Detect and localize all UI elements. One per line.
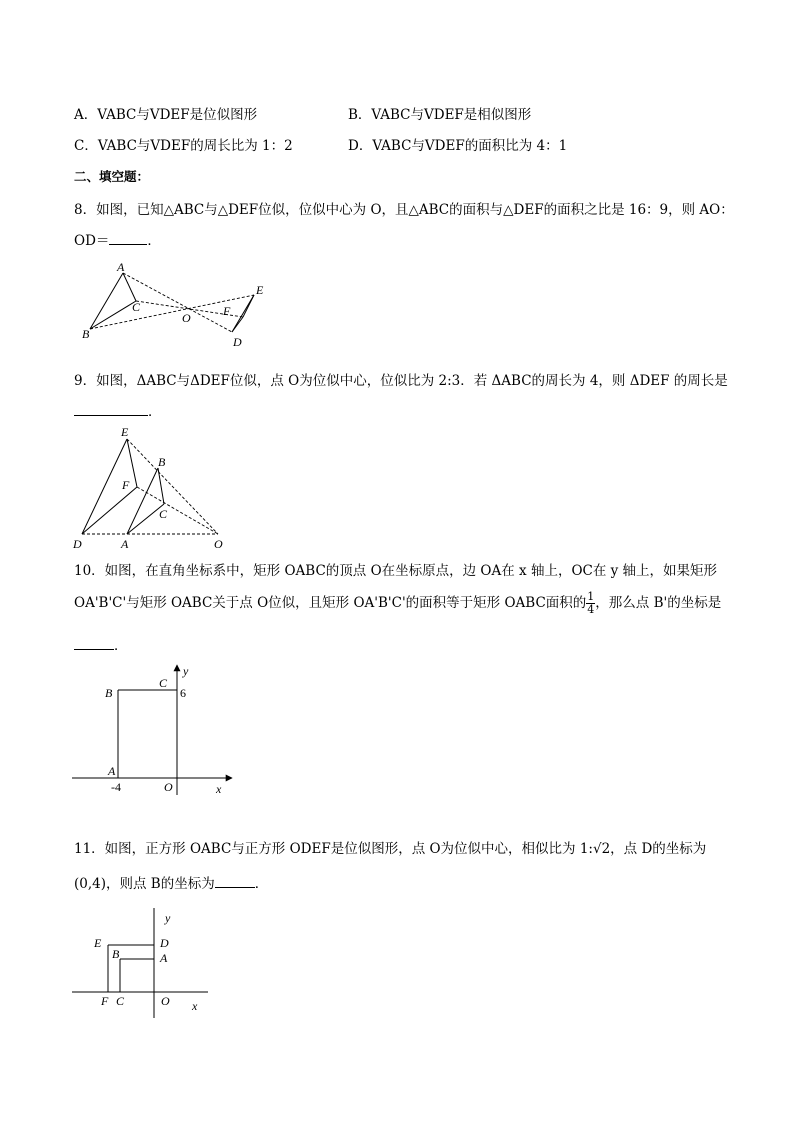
- q10-fraction: [586, 591, 595, 616]
- q9-period: ．: [148, 404, 162, 420]
- q8-label-f: F: [223, 304, 231, 318]
- q8-figure: [80, 258, 280, 353]
- q8-period: ．: [147, 233, 161, 249]
- option-c: C．VABC与VDEF的周长比为 1：2: [74, 138, 293, 154]
- q8-label-a: A: [117, 260, 125, 274]
- q9-label-o: O: [214, 537, 223, 550]
- q9-label-a: A: [121, 537, 129, 550]
- option-d: D．VABC与VDEF的面积比为 4：1: [348, 138, 568, 154]
- q9-text-line1: 9．如图，ΔABC与ΔDEF位似，点 O为位似中心，位似比为 2:3．若 ΔABC的周长为 4，则 ΔDEF 的周长是: [74, 373, 728, 389]
- option-a: A．VABC与VDEF是位似图形: [74, 107, 258, 123]
- q10-label-neg4: -4: [111, 780, 121, 794]
- q8-label-e: E: [256, 283, 264, 297]
- q11-label-x: x: [192, 999, 198, 1013]
- q9-text-line2: [74, 400, 162, 420]
- q10-label-b: B: [105, 686, 113, 700]
- q11-label-a: A: [160, 951, 168, 965]
- q8-label-d: D: [233, 335, 242, 349]
- q10-period: ．: [114, 638, 128, 654]
- q10-text-line1: 10．如图，在直角坐标系中，矩形 OABC的顶点 O在坐标原点，边 OA在 x 轴上，OC在 y 轴上，如果矩形: [74, 563, 718, 579]
- q9-label-b: B: [158, 455, 166, 469]
- q9-label-f: F: [122, 478, 130, 492]
- q8-text-line1: 8．如图，已知△ABC与△DEF位似，位似中心为 O，且△ABC的面积与△DEF的面积之比是 16：9，则 AO：: [74, 202, 734, 218]
- q10-text-line3: [74, 634, 128, 654]
- q11-period: ．: [254, 876, 269, 892]
- q8-label-o: O: [182, 311, 191, 325]
- q11-label-y: y: [165, 911, 171, 925]
- section-title: 二、填空题：: [74, 169, 150, 184]
- q9-figure: [70, 422, 240, 550]
- q10-figure: [68, 662, 238, 797]
- q11-text-line2: [74, 872, 268, 892]
- q8-text-line2: [74, 229, 161, 249]
- q9-label-e: E: [121, 425, 129, 439]
- q11-label-b: B: [112, 947, 120, 961]
- q8-answer-blank[interactable]: [109, 230, 147, 245]
- q8-label-c: C: [132, 300, 141, 314]
- q11-label-d: D: [160, 936, 169, 950]
- q11-label-f: F: [101, 994, 109, 1008]
- q8-od-label: OD＝: [74, 233, 110, 249]
- q11-label-o: O: [161, 994, 170, 1008]
- q10-label-c: C: [159, 676, 168, 690]
- q11-answer-blank[interactable]: [215, 873, 255, 888]
- q10-frac-num: 1: [587, 590, 595, 603]
- q10-frac-den: 4: [587, 603, 595, 616]
- q10-label-y: y: [183, 664, 189, 678]
- q10-label-a: A: [108, 764, 116, 778]
- q11-label-e: E: [94, 936, 102, 950]
- q11-figure: [68, 904, 218, 1024]
- q10-label-o: O: [164, 780, 173, 794]
- option-b: B．VABC与VDEF是相似图形: [348, 107, 532, 123]
- q11-label-c: C: [116, 994, 125, 1008]
- q11-text-line1: 11．如图，正方形 OABC与正方形 ODEF是位似图形，点 O为位似中心，相似比为 1:√2，点 D的坐标为: [74, 841, 707, 857]
- q9-label-c: C: [159, 507, 168, 521]
- q10-text-line2: [74, 591, 721, 616]
- q11-text-line2a: (0,4)，则点 B的坐标为: [74, 876, 215, 892]
- q9-label-d: D: [73, 537, 82, 550]
- q9-answer-blank[interactable]: [74, 401, 148, 416]
- q10-label-6: 6: [180, 686, 186, 700]
- q10-answer-blank[interactable]: [74, 635, 114, 650]
- q10-label-x: x: [216, 782, 222, 796]
- q10-text-line2b: ，那么点 B'的坐标是: [595, 595, 722, 611]
- q8-label-b: B: [82, 327, 90, 341]
- q10-text-line2a: OA'B'C'与矩形 OABC关于点 O位似，且矩形 OA'B'C'的面积等于矩形 OABC面积的: [74, 595, 587, 611]
